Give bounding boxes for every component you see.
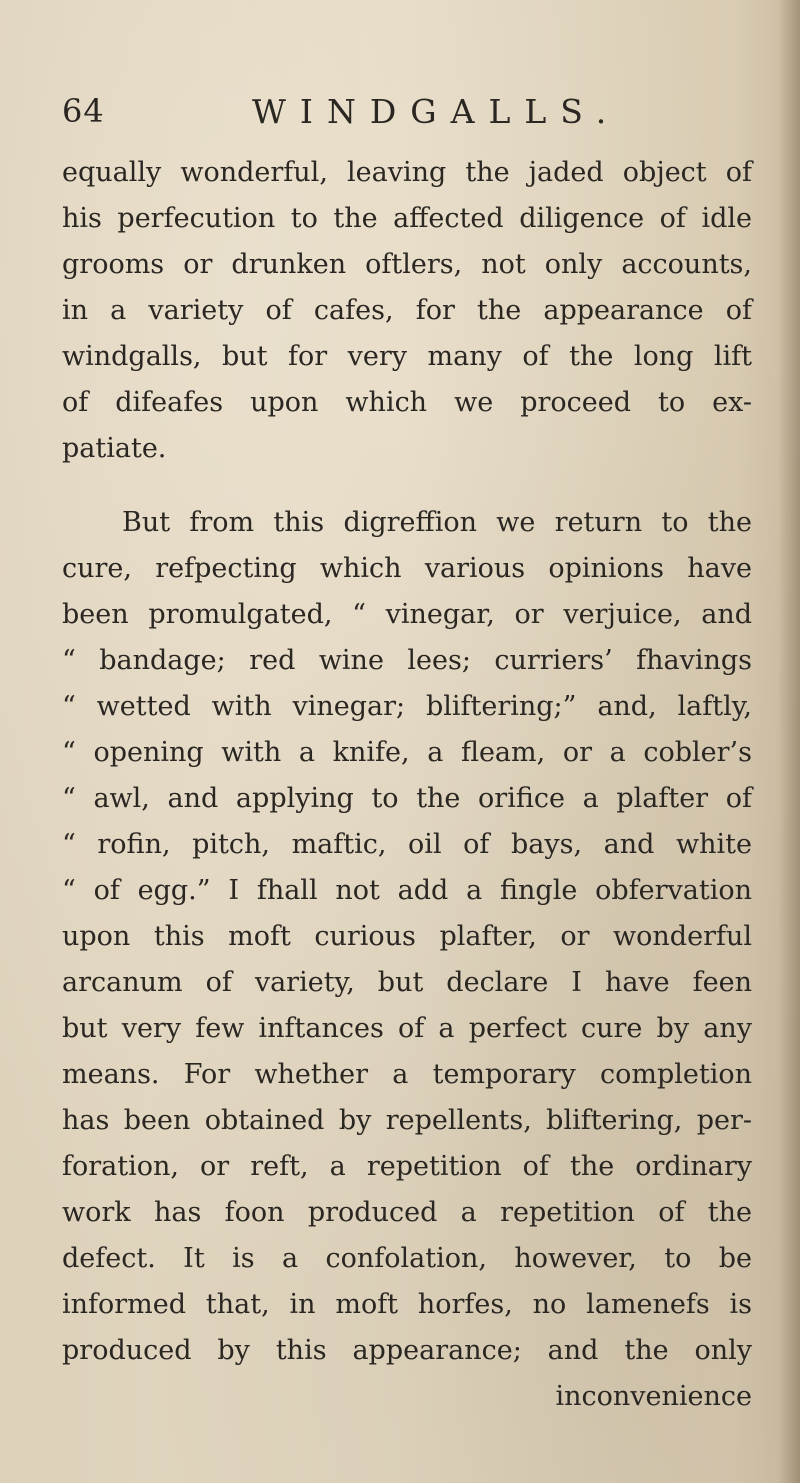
page-number: 64 bbox=[62, 92, 105, 130]
catchword: inconvenience bbox=[555, 1381, 752, 1412]
paragraph bbox=[62, 500, 752, 1420]
text-line: equally wonderful, leaving the jaded object of bbox=[62, 157, 752, 188]
text-line: work has foon produced a repetition of the bbox=[62, 1197, 752, 1228]
text-line: of difeafes upon which we proceed to ex- bbox=[62, 387, 752, 418]
text-line: “ opening with a knife, a fleam, or a cobler’s bbox=[62, 737, 752, 768]
text-line: defect. It is a confolation, however, to be bbox=[62, 1243, 752, 1274]
text-line: produced by this appearance; and the only bbox=[62, 1335, 752, 1366]
text-line: “ of egg.” I fhall not add a fingle obfervation bbox=[62, 875, 752, 906]
text-line: “ awl, and applying to the orifice a plafter of bbox=[62, 783, 752, 814]
text-line: But from this digreffion we return to the bbox=[122, 507, 752, 538]
body-text bbox=[62, 150, 752, 1420]
text-line: “ bandage; red wine lees; curriers’ fhavings bbox=[62, 645, 752, 676]
text-line: upon this moft curious plafter, or wonderful bbox=[62, 921, 752, 952]
running-head: WINDGALLS. bbox=[252, 92, 621, 131]
text-line: grooms or drunken oftlers, not only accounts, bbox=[62, 249, 752, 280]
text-line: windgalls, but for very many of the long lift bbox=[62, 341, 752, 372]
page-edge-shadow bbox=[778, 0, 800, 1483]
text-line: “ rofin, pitch, maftic, oil of bays, and white bbox=[62, 829, 752, 860]
text-line: means. For whether a temporary completion bbox=[62, 1059, 752, 1090]
text-line: patiate. bbox=[62, 433, 167, 464]
text-line: “ wetted with vinegar; bliftering;” and, laftly, bbox=[62, 691, 752, 722]
text-line: but very few inftances of a perfect cure by any bbox=[62, 1013, 752, 1044]
text-line: foration, or reft, a repetition of the ordinary bbox=[62, 1151, 752, 1182]
text-line: cure, refpecting which various opinions have bbox=[62, 553, 752, 584]
paragraph bbox=[62, 150, 752, 472]
text-line: been promulgated, “ vinegar, or verjuice, and bbox=[62, 599, 752, 630]
paragraph-gap bbox=[62, 472, 752, 500]
text-line: in a variety of cafes, for the appearance of bbox=[62, 295, 752, 326]
page-header bbox=[62, 92, 742, 142]
text-line: has been obtained by repellents, bliftering, per- bbox=[62, 1105, 752, 1136]
text-line: arcanum of variety, but declare I have feen bbox=[62, 967, 752, 998]
text-line: informed that, in moft horfes, no lamenefs is bbox=[62, 1289, 752, 1320]
text-line: his perfecution to the affected diligence of idle bbox=[62, 203, 752, 234]
